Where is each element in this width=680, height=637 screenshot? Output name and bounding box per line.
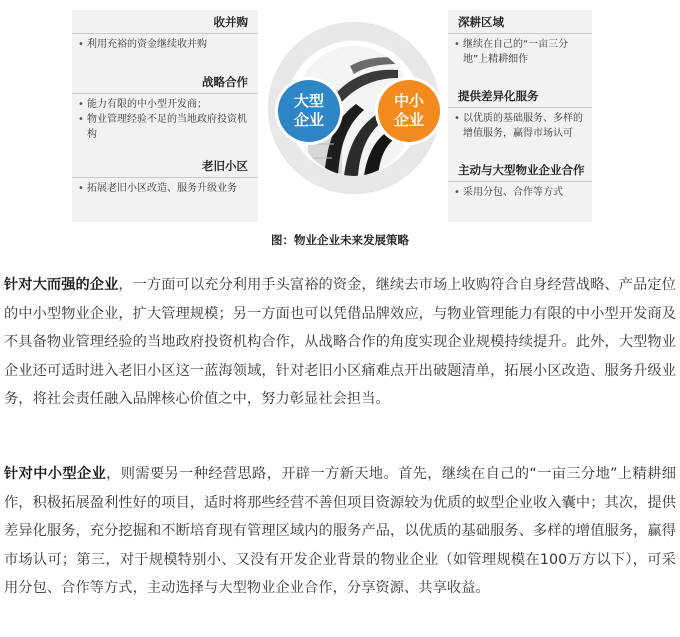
divider — [72, 177, 258, 178]
block-item: • 拓展老旧小区改造、服务升级业务 — [72, 181, 258, 196]
small-enterprise-badge — [378, 80, 440, 142]
divider — [72, 93, 258, 94]
badge-line: 大型 — [293, 92, 324, 110]
badge-line: 企业 — [293, 111, 324, 129]
block-acquisition — [72, 14, 258, 52]
block-item: • 继续在自己的“一亩三分地”上精耕细作 — [448, 37, 592, 67]
block-item: • 能力有限的中小型开发商； — [72, 97, 258, 112]
block-old-communities — [72, 158, 258, 196]
block-title: 主动与大型物业企业合作 — [458, 163, 585, 177]
block-title: 深耕区域 — [458, 15, 504, 29]
block-strategic-cooperation — [72, 74, 258, 142]
divider — [448, 107, 592, 108]
large-enterprise-badge — [278, 80, 340, 142]
block-title: 收并购 — [213, 15, 248, 29]
block-title: 提供差异化服务 — [458, 89, 539, 103]
block-deep-region — [448, 14, 592, 67]
badge-line: 中小 — [393, 92, 424, 110]
strategy-figure — [72, 10, 592, 222]
paragraph-large-enterprises — [4, 271, 676, 414]
paragraph-text: ，一方面可以充分利用手头富裕的资金，继续去市场上收购符合自身经营战略、产品定位的中小型物业企业，扩大管理规模；另一方面也可以凭借品牌效应，与物业管理能力有限的中小型开发商及不具备物业管理经验的当地政府投资机构合作，从战略合作的角度实现企业规模持续提升。此外，大型物业企业还可适时进入老旧小区这一蓝海领域，针对老旧小区痛难点开出破题清单，拓展小区改造、服务升级业务，将社会责任融入品牌核心价值之中，努力彰显社会担当。 — [4, 277, 676, 408]
badge-line: 企业 — [393, 111, 424, 129]
divider — [448, 33, 592, 34]
block-title: 老旧小区 — [202, 159, 248, 173]
large-enterprise-panel — [72, 10, 258, 222]
center-graphic — [260, 18, 448, 206]
paragraph-lead: 针对大而强的企业 — [4, 277, 119, 293]
divider — [448, 181, 592, 182]
block-cooperate-large — [448, 162, 592, 200]
small-enterprise-panel — [448, 10, 592, 222]
block-item: • 采用分包、合作等方式 — [448, 185, 592, 200]
block-item: • 以优质的基础服务、多样的增值服务，赢得市场认可 — [448, 111, 592, 141]
paragraph-small-enterprises — [4, 460, 676, 603]
paragraph-lead: 针对中小型企业 — [4, 466, 107, 482]
block-title: 战略合作 — [202, 75, 248, 89]
divider — [72, 33, 258, 34]
block-item: • 利用充裕的资金继续收并购 — [72, 37, 258, 52]
figure-caption: 图：物业企业未来发展策略 — [271, 233, 409, 247]
paragraph-text: ，则需要另一种经营思路，开辟一方新天地。首先，继续在自己的“一亩三分地”上精耕细作，积极拓展盈利性好的项目，适时将那些经营不善但项目资源较为优质的蚁型企业收入囊中；其次，提供差异化服务，充分挖掘和不断培育现有管理区域内的服务产品，以优质的基础服务、多样的增值服务，赢得市场认可；第三，对于规模特别小、又没有开发企业背景的物业企业（如管理规模在100万方以下），可采用分包、合作等方式，主动选择与大型物业企业合作，分享资源、共享收益。 — [4, 466, 677, 597]
block-item: • 物业管理经验不足的当地政府投资机构 — [72, 112, 258, 142]
block-differentiated-service — [448, 88, 592, 141]
